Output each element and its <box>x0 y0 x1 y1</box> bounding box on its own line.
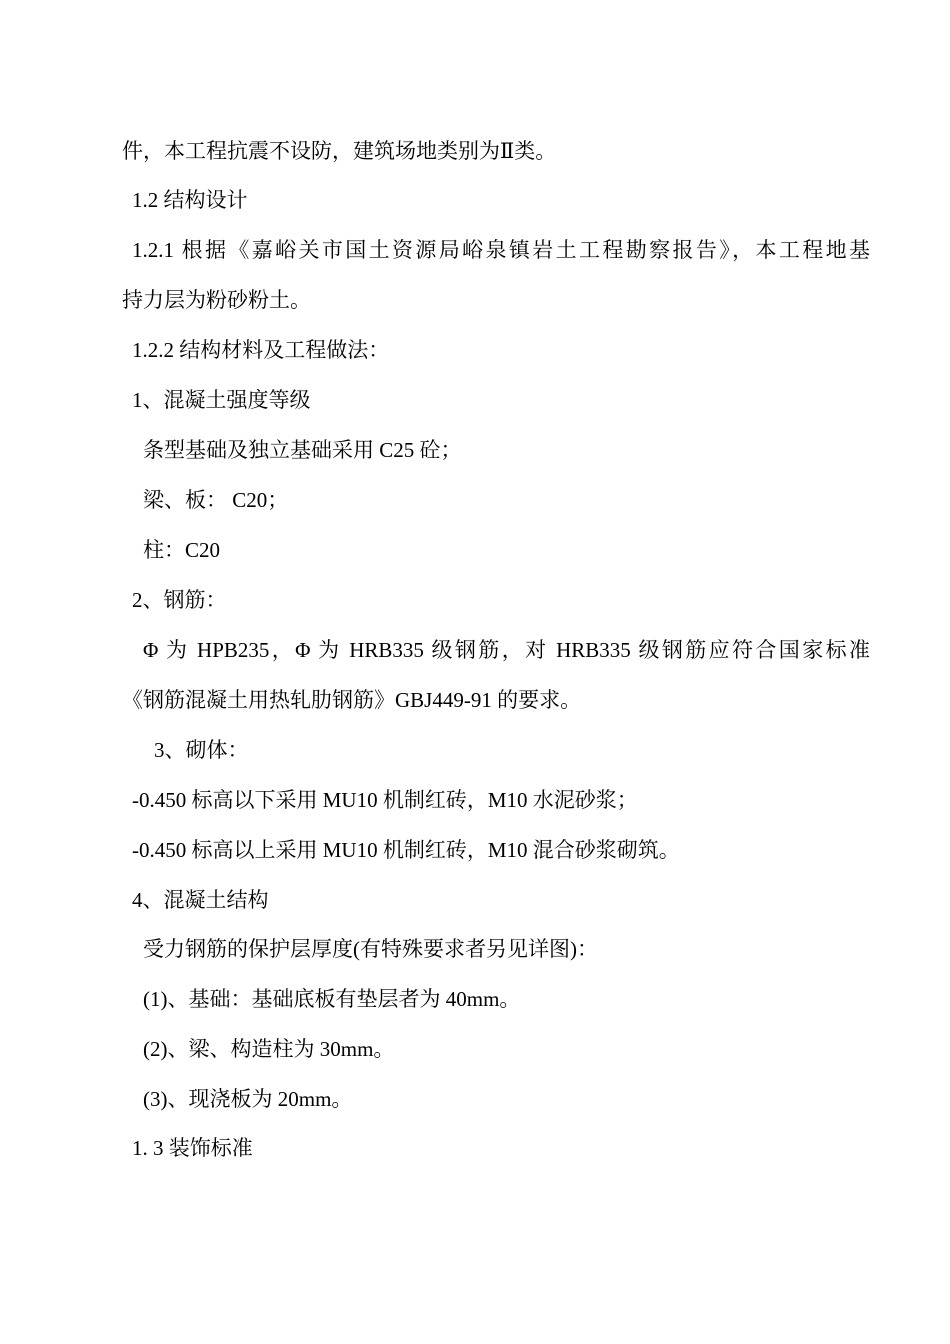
text-line-site-category: 件，本工程抗震不设防，建筑场地类别为Ⅱ类。 <box>122 139 557 163</box>
text-line-bearing-layer: 持力层为粉砂粉土。 <box>122 288 311 312</box>
heading-1-2-structure-design: 1.2 结构设计 <box>132 188 248 212</box>
text-line-cover-foundation: (1)、基础：基础底板有垫层者为 40mm。 <box>143 987 521 1011</box>
text-line-rebar-grades: Φ 为 HPB235，Φ 为 HRB335 级钢筋，对 HRB335 级钢筋应符合国家标准 <box>143 638 870 662</box>
text-line-masonry-above: -0.450 标高以上采用 MU10 机制红砖，M10 混合砂浆砌筑。 <box>132 838 680 862</box>
heading-concrete-structure: 4、混凝土结构 <box>132 888 269 912</box>
text-line-cover-thickness: 受力钢筋的保护层厚度(有特殊要求者另见详图)： <box>143 937 598 961</box>
text-line-foundation-concrete: 条型基础及独立基础采用 C25 砼； <box>143 438 462 462</box>
heading-masonry: 3、砌体： <box>154 738 249 762</box>
heading-rebar: 2、钢筋： <box>132 588 227 612</box>
text-line-cover-beam: (2)、梁、构造柱为 30mm。 <box>143 1037 395 1061</box>
text-line-cover-slab: (3)、现浇板为 20mm。 <box>143 1087 353 1111</box>
text-line-masonry-below: -0.450 标高以下采用 MU10 机制红砖，M10 水泥砂浆； <box>132 788 638 812</box>
heading-1-3-decoration: 1. 3 装饰标准 <box>132 1136 253 1160</box>
text-line-rebar-standard: 《钢筋混凝土用热轧肋钢筋》GBJ449-91 的要求。 <box>122 688 582 712</box>
text-line-survey-report: 1.2.1 根据《嘉峪关市国土资源局峪泉镇岩土工程勘察报告》，本工程地基 <box>132 238 870 262</box>
heading-1-2-2-materials: 1.2.2 结构材料及工程做法： <box>132 338 390 362</box>
text-line-column-concrete: 柱：C20 <box>143 538 221 562</box>
text-line-beam-slab-concrete: 梁、板： C20； <box>143 488 289 512</box>
heading-concrete-grade: 1、混凝土强度等级 <box>132 388 311 412</box>
